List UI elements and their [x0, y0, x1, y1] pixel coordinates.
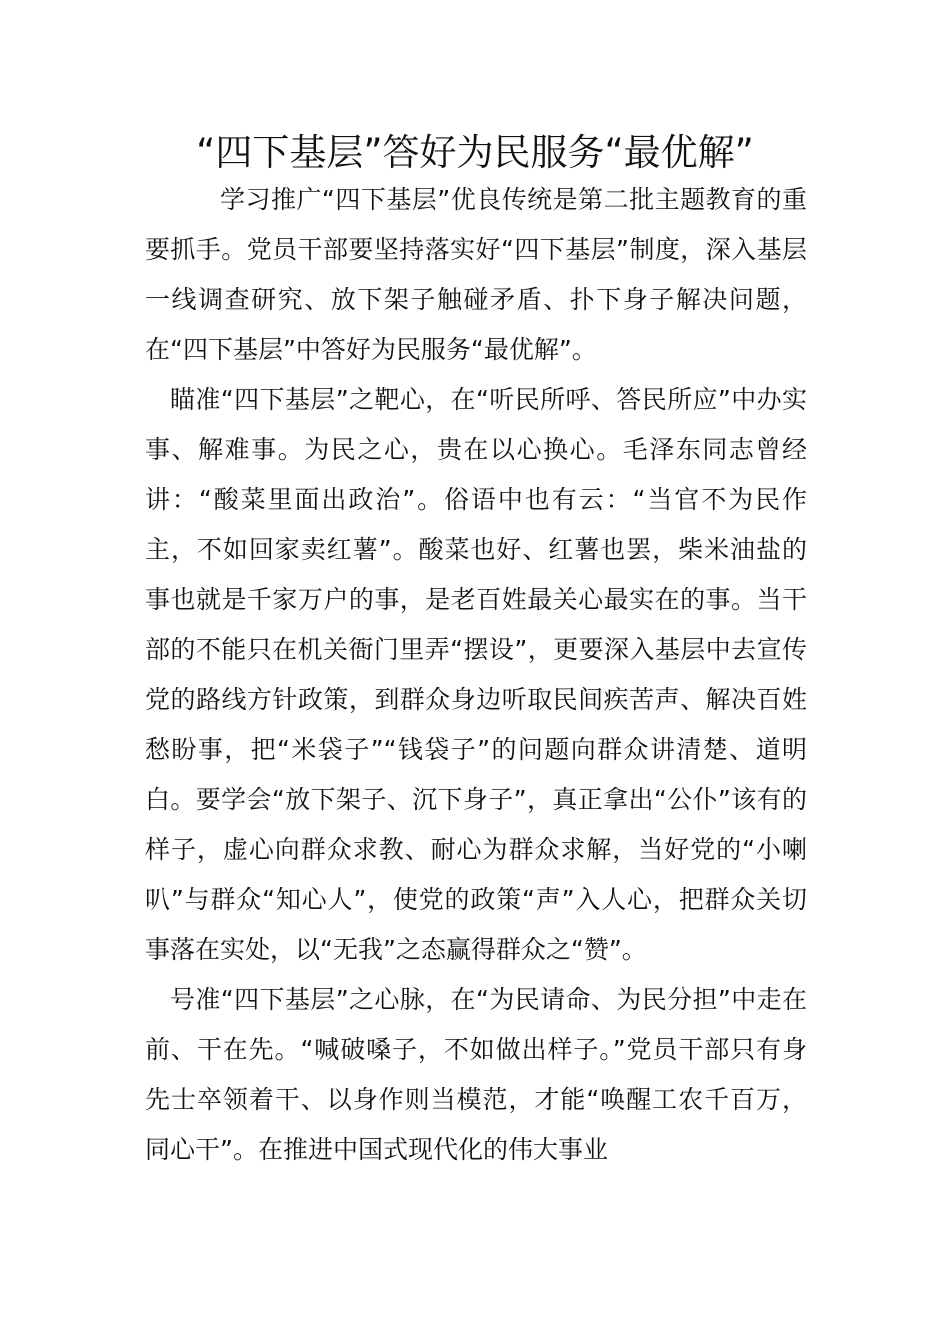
document-title: “四下基层”答好为民服务“最优解” — [196, 131, 754, 174]
paragraph-intro: 学习推广“四下基层”优良传统是第二批主题教育的重要抓手。党员干部要坚持落实好“四下基层”制度，深入基层一线调查研究、放下架子触碰矛盾、扑下身子解决问题，在“四下基层”中答好为民服务“最优解”。 — [145, 185, 807, 364]
paragraph-pulse: 号准“四下基层”之心脉，在“为民请命、为民分担”中走在前、干在先。“喊破嗓子，不如做出样子。”党员干部只有身先士卒领着干、以身作则当模范，才能“唤醒工农千百万，同心干”。在推进中国式现代化的伟大事业 — [145, 985, 807, 1164]
document-body — [145, 175, 807, 1175]
paragraph-target: 瞄准“四下基层”之靶心，在“听民所呼、答民所应”中办实事、解难事。为民之心，贵在以心换心。毛泽东同志曾经讲：“酸菜里面出政治”。俗语中也有云：“当官不为民作主，不如回家卖红薯”。酸菜也好、红薯也罢，柴米油盐的事也就是千家万户的事，是老百姓最关心最实在的事。当干部的不能只在机关衙门里弄“摆设”，更要深入基层中去宣传党的路线方针政策，到群众身边听取民间疾苦声、解决百姓愁盼事，把“米袋子”“钱袋子”的问题向群众讲清楚、道明白。要学会“放下架子、沉下身子”，真正拿出“公仆”该有的样子，虚心向群众求教、耐心为群众求解，当好党的“小喇叭”与群众“知心人”，使党的政策“声”入人心，把群众关切事落在实处，以“无我”之态赢得群众之“赞”。 — [145, 385, 807, 964]
